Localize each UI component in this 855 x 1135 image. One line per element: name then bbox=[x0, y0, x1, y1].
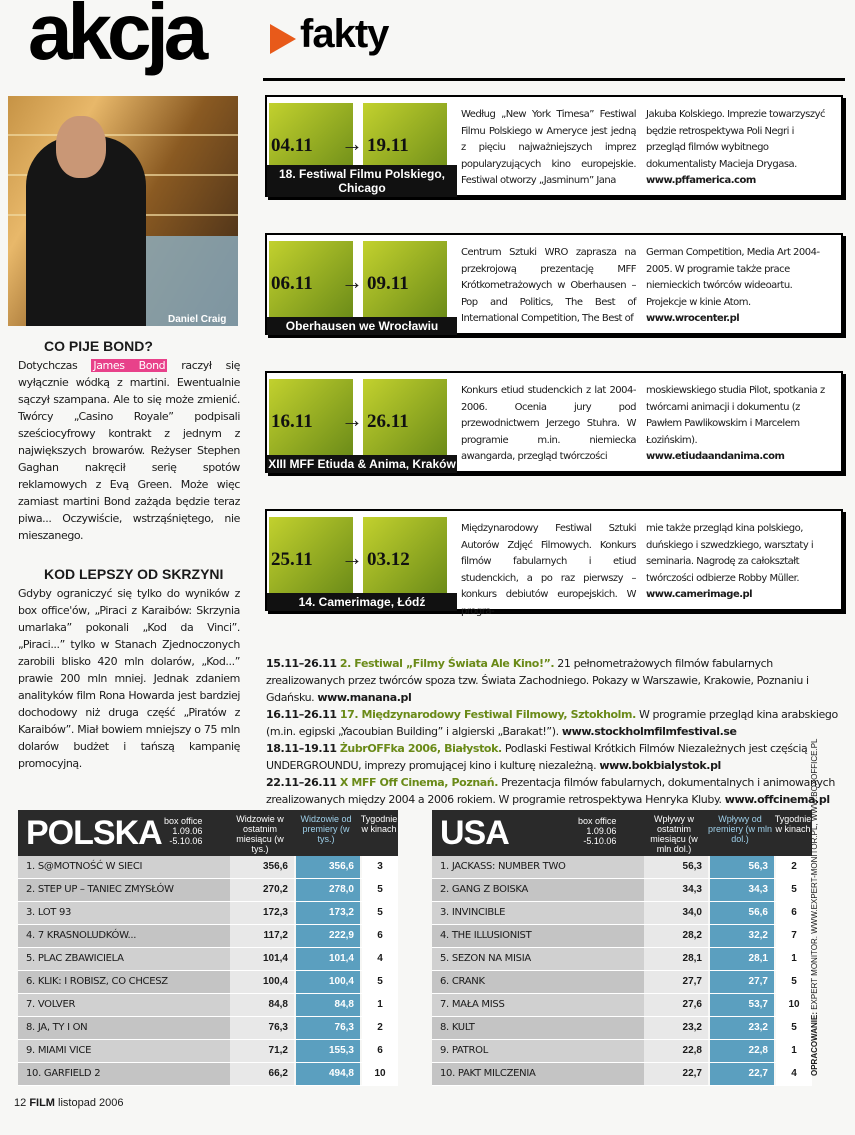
festival-url: www.pffamerica.com bbox=[646, 175, 756, 186]
bond-heading: CO PIJE BOND? bbox=[44, 338, 153, 354]
festival-card bbox=[265, 371, 843, 473]
festival-text-col1: Według „New York Timesa” Festiwal Filmu Polskiego w Ameryce jest jedną z pięciu najważniejszych imprez popularyzujących kino europejskie. Festiwal otworzy „Jasminum” Jana bbox=[461, 109, 636, 186]
bond-article bbox=[18, 357, 240, 544]
festival-date-block bbox=[267, 235, 457, 335]
daniel-craig-photo bbox=[8, 96, 238, 326]
table-row bbox=[18, 1017, 398, 1040]
value-weeks: 6 bbox=[776, 902, 812, 924]
table-row bbox=[18, 902, 398, 925]
value-weeks: 2 bbox=[776, 856, 812, 878]
value-month: 270,2 bbox=[230, 879, 294, 901]
value-total: 22,8 bbox=[710, 1040, 774, 1062]
date-to: 19.11 bbox=[367, 135, 409, 156]
date-from: 25.11 bbox=[271, 549, 313, 570]
value-total: 278,0 bbox=[296, 879, 360, 901]
event-url: www.bokbialystok.pl bbox=[599, 759, 721, 772]
date-from: 16.11 bbox=[271, 411, 313, 432]
value-total: 84,8 bbox=[296, 994, 360, 1016]
movie-title: 8. KULT bbox=[432, 1017, 644, 1039]
table-row bbox=[432, 994, 812, 1017]
event-date: 15.11–26.11 bbox=[266, 657, 337, 670]
movie-title: 4. 7 KRASNOLUDKÓW... bbox=[18, 925, 230, 947]
value-weeks: 1 bbox=[362, 994, 398, 1016]
table-header bbox=[432, 810, 812, 856]
movie-title: 5. PLAC ZBAWICIELA bbox=[18, 948, 230, 970]
bond-highlight: James Bond bbox=[93, 359, 166, 372]
value-weeks: 4 bbox=[776, 1063, 812, 1085]
value-weeks: 3 bbox=[362, 856, 398, 878]
value-month: 84,8 bbox=[230, 994, 294, 1016]
header-rule bbox=[263, 78, 845, 81]
movie-title: 6. KLIK: I ROBISZ, CO CHCESZ bbox=[18, 971, 230, 993]
event-url: www.manana.pl bbox=[317, 691, 412, 704]
table-row bbox=[18, 971, 398, 994]
page-number: 12 bbox=[14, 1097, 27, 1109]
festival-name: 18. Festiwal Filmu Polskiego, Chicago bbox=[267, 165, 457, 197]
festival-url: www.etiudaandanima.com bbox=[646, 451, 785, 462]
festival-date-block bbox=[267, 97, 457, 197]
arrow-right-icon: → bbox=[341, 131, 363, 156]
arrow-icon bbox=[270, 24, 296, 54]
movie-title: 1. JACKASS: NUMBER TWO bbox=[432, 856, 644, 878]
value-month: 27,7 bbox=[644, 971, 708, 993]
value-month: 22,8 bbox=[644, 1040, 708, 1062]
kod-article: Gdyby ograniczyć się tylko do wyników z box office'ów, „Piraci z Karaibów: Skrzynia umarlaka” pokonali „Kod da Vinci”. „Piraci...” tylko w Stanach Zjednoczonych zarobili blisko 420 mln dolarów, „Kod...” prawie 200 mln mniej. Jednak zdaniem analityków film Rona Howarda jest bardziej dochodowy niż druga część „Piratów z Karaibów”. Miał bowiem mniejszy o 75 mln dolarów budżet i tańszą kampanię promocyjną. bbox=[18, 587, 240, 770]
event-text: W programie przegląd kina arabskiego (m.in. egipski „Yacoubian Building” i algierski „Barakat!”). bbox=[266, 708, 838, 738]
movie-title: 5. SEZON NA MISIA bbox=[432, 948, 644, 970]
value-month: 66,2 bbox=[230, 1063, 294, 1085]
value-total: 173,2 bbox=[296, 902, 360, 924]
festival-card bbox=[265, 233, 843, 335]
festival-date-block bbox=[267, 511, 457, 611]
value-month: 76,3 bbox=[230, 1017, 294, 1039]
photo-caption: Daniel Craig bbox=[168, 314, 227, 325]
festival-text: Jakuba Kolskiego. Imprezie towarzyszyć będzie retrospektywa Poli Negri i przegląd filmów wybitnego dokumentalisty Macieja Drygasa. bbox=[646, 109, 826, 170]
festival-text-col1: Centrum Sztuki WRO zaprasza na przekrojową prezentację MFF Krótkometrażowych w Oberhausen – Pop and Politics, The Best of International Competition, The Best of bbox=[461, 247, 636, 324]
event-name: ŻubrOFFka 2006, Białystok. bbox=[339, 742, 502, 755]
source-label: OPRACOWANIE: bbox=[810, 1012, 819, 1076]
value-month: 101,4 bbox=[230, 948, 294, 970]
issue-date: listopad 2006 bbox=[58, 1097, 124, 1109]
event-date: 18.11–19.11 bbox=[266, 742, 337, 755]
col-header-month: Wpływy w ostatnim miesiącu (w mln dol.) bbox=[650, 814, 698, 854]
festival-url: www.wrocenter.pl bbox=[646, 313, 740, 324]
movie-title: 10. PAKT MILCZENIA bbox=[432, 1063, 644, 1085]
bond-text-pre: Dotychczas bbox=[18, 359, 92, 372]
festival-date-block bbox=[267, 373, 457, 473]
movie-title: 4. THE ILLUSIONIST bbox=[432, 925, 644, 947]
usa-box-office-table bbox=[432, 810, 812, 1086]
value-weeks: 5 bbox=[776, 1017, 812, 1039]
value-month: 23,2 bbox=[644, 1017, 708, 1039]
event-name: X MFF Off Cinema, Poznań. bbox=[339, 776, 498, 789]
table-row bbox=[432, 971, 812, 994]
table-row bbox=[432, 1017, 812, 1040]
value-total: 101,4 bbox=[296, 948, 360, 970]
value-month: 34,3 bbox=[644, 879, 708, 901]
value-total: 100,4 bbox=[296, 971, 360, 993]
table-period: box office 1.09.06 -5.10.06 bbox=[578, 816, 617, 846]
value-month: 56,3 bbox=[644, 856, 708, 878]
table-row bbox=[18, 925, 398, 948]
value-weeks: 2 bbox=[362, 1017, 398, 1039]
value-weeks: 6 bbox=[362, 925, 398, 947]
arrow-right-icon: → bbox=[341, 407, 363, 432]
date-from: 04.11 bbox=[271, 135, 313, 156]
movie-title: 10. GARFIELD 2 bbox=[18, 1063, 230, 1085]
value-month: 172,3 bbox=[230, 902, 294, 924]
value-total: 23,2 bbox=[710, 1017, 774, 1039]
arrow-right-icon: → bbox=[341, 545, 363, 570]
value-total: 32,2 bbox=[710, 925, 774, 947]
col-header-total: Widzowie od premiery (w tys.) bbox=[300, 814, 352, 844]
table-header bbox=[18, 810, 398, 856]
value-total: 53,7 bbox=[710, 994, 774, 1016]
movie-title: 8. JA, TY I ON bbox=[18, 1017, 230, 1039]
magazine-name: FILM bbox=[29, 1097, 55, 1109]
movie-title: 3. INVINCIBLE bbox=[432, 902, 644, 924]
festival-text: mie także przegląd kina polskiego, duńskiego i szwedzkiego, warsztaty i seminaria. Nagrodę za całokształt twórczości odbierze Robby Müller. bbox=[646, 523, 814, 584]
movie-title: 1. S@MOTNOŚĆ W SIECI bbox=[18, 856, 230, 878]
table-row bbox=[432, 856, 812, 879]
festival-name: 14. Camerimage, Łódź bbox=[267, 593, 457, 611]
value-month: 356,6 bbox=[230, 856, 294, 878]
table-row bbox=[18, 1040, 398, 1063]
value-total: 22,7 bbox=[710, 1063, 774, 1085]
events-list bbox=[266, 655, 846, 808]
table-row bbox=[18, 948, 398, 971]
event-text: 21 pełnometrażowych filmów fabularnych zrealizowanych przez twórców spoza tzw. Świata Zachodniego. Pokazy w Warszawie, Krakowie, Poznaniu i Gdańsku. bbox=[266, 657, 809, 704]
value-total: 356,6 bbox=[296, 856, 360, 878]
festival-text: German Competition, Media Art 2004-2005. W programie także prace niemieckich twórców wideoartu. Projekcje w kinie Atom. bbox=[646, 247, 820, 308]
event-date: 16.11–26.11 bbox=[266, 708, 337, 721]
table-title: POLSKA bbox=[26, 814, 162, 852]
value-weeks: 4 bbox=[362, 948, 398, 970]
date-to: 26.11 bbox=[367, 411, 409, 432]
table-row bbox=[432, 902, 812, 925]
event-text: Prezentacja filmów fabularnych, dokumentalnych i animowanych zrealizowanych między 2004 a 2006 rokiem. W programie retrospektywa Henryka Kluby. bbox=[266, 776, 835, 806]
value-weeks: 5 bbox=[362, 879, 398, 901]
value-weeks: 7 bbox=[776, 925, 812, 947]
value-month: 27,6 bbox=[644, 994, 708, 1016]
table-row bbox=[432, 948, 812, 971]
festival-name: Oberhausen we Wrocławiu bbox=[267, 317, 457, 335]
value-total: 34,3 bbox=[710, 879, 774, 901]
value-total: 494,8 bbox=[296, 1063, 360, 1085]
value-weeks: 5 bbox=[362, 971, 398, 993]
value-weeks: 5 bbox=[776, 879, 812, 901]
date-to: 03.12 bbox=[367, 549, 410, 570]
festival-text-col2 bbox=[642, 521, 832, 604]
table-title: USA bbox=[440, 814, 509, 852]
movie-title: 9. PATROL bbox=[432, 1040, 644, 1062]
movie-title: 7. MAŁA MISS bbox=[432, 994, 644, 1016]
table-row bbox=[18, 856, 398, 879]
source-text: EXPERT MONITOR. WWW.EXPERT-MONITOR.PL, WWW.BOXOFFICE.PL bbox=[810, 738, 819, 1012]
table-row bbox=[432, 1063, 812, 1086]
table-row bbox=[18, 1063, 398, 1086]
source-credit bbox=[810, 738, 819, 1076]
event-text: Podlaski Festiwal Krótkich Filmów Niezależnych jest częścią UNDERGROUNDU, imprezy promującej kino i kulturę niezależną. bbox=[266, 742, 808, 772]
col-header-weeks: Tygodnie w kinach bbox=[774, 814, 812, 834]
value-total: 222,9 bbox=[296, 925, 360, 947]
value-weeks: 5 bbox=[776, 971, 812, 993]
event-name: 2. Festiwal „Filmy Świata Ale Kino!”. bbox=[339, 657, 555, 670]
value-month: 28,1 bbox=[644, 948, 708, 970]
bond-text: raczył się wyłącznie wódką z martini. Ewentualnie sączył szampana. Ale to się może zmienić. Twórcy „Casino Royale” podpisali sześciocyfrowy kontrakt z jednym z największych browarów. Reżyser Stephen Gaghan nakręcił serię spotów reklamowych z Evą Green. Może więc zamiast martini Bond zażąda będzie teraz piwa... Oczywiście, wstrząśniętego, nie mieszanego. bbox=[18, 359, 240, 542]
date-to: 09.11 bbox=[367, 273, 409, 294]
table-row bbox=[18, 879, 398, 902]
table-row bbox=[18, 994, 398, 1017]
table-row bbox=[432, 925, 812, 948]
festival-text-col2 bbox=[642, 245, 832, 328]
value-weeks: 10 bbox=[776, 994, 812, 1016]
festival-card bbox=[265, 95, 843, 197]
value-month: 100,4 bbox=[230, 971, 294, 993]
movie-title: 2. GANG Z BOISKA bbox=[432, 879, 644, 901]
section-title: akcja bbox=[28, 0, 204, 76]
date-from: 06.11 bbox=[271, 273, 313, 294]
festival-text-col1: Konkurs etiud studenckich z lat 2004-2006. Oceniа jury pod przewodnictwem Jerzego Stuhra. W programie m.in. niemiecka awangarda, przegląd twórczości bbox=[461, 385, 636, 462]
movie-title: 9. MIAMI VICE bbox=[18, 1040, 230, 1062]
table-row bbox=[432, 879, 812, 902]
value-total: 56,6 bbox=[710, 902, 774, 924]
event-item bbox=[266, 740, 846, 774]
event-url: www.offcinema.pl bbox=[724, 793, 830, 806]
movie-title: 6. CRANK bbox=[432, 971, 644, 993]
movie-title: 3. LOT 93 bbox=[18, 902, 230, 924]
polska-box-office-table bbox=[18, 810, 398, 1086]
col-header-month: Widzowie w ostatnim miesiącu (w tys.) bbox=[236, 814, 284, 854]
col-header-total: Wpływy od premiery (w mln dol.) bbox=[708, 814, 773, 844]
table-row bbox=[432, 1040, 812, 1063]
table-period: box office 1.09.06 -5.10.06 bbox=[164, 816, 203, 846]
event-item bbox=[266, 655, 846, 706]
value-weeks: 10 bbox=[362, 1063, 398, 1085]
value-month: 28,2 bbox=[644, 925, 708, 947]
event-item bbox=[266, 774, 846, 808]
value-total: 76,3 bbox=[296, 1017, 360, 1039]
value-total: 56,3 bbox=[710, 856, 774, 878]
footer bbox=[14, 1097, 124, 1109]
event-date: 22.11–26.11 bbox=[266, 776, 337, 789]
event-name: 17. Międzynarodowy Festiwal Filmowy, Sztokholm. bbox=[339, 708, 636, 721]
value-total: 27,7 bbox=[710, 971, 774, 993]
festival-text-col2 bbox=[642, 383, 832, 466]
value-month: 117,2 bbox=[230, 925, 294, 947]
kod-heading: KOD LEPSZY OD SKRZYNI bbox=[44, 566, 224, 582]
festival-card bbox=[265, 509, 843, 617]
festival-text: moskiewskiego studia Pilot, spotkania z twórcami animacji i dokumentu (z Pawłem Pawlikowskim i Marcelem Łozińskim). bbox=[646, 385, 825, 446]
col-header-weeks: Tygodnie w kinach bbox=[360, 814, 398, 834]
value-month: 22,7 bbox=[644, 1063, 708, 1085]
festival-url: www.camerimage.pl bbox=[646, 589, 753, 600]
event-url: www.stockholmfilmfestival.se bbox=[561, 725, 737, 738]
value-weeks: 6 bbox=[362, 1040, 398, 1062]
arrow-right-icon: → bbox=[341, 269, 363, 294]
festival-name: XIII MFF Etiuda & Anima, Kraków bbox=[268, 457, 456, 471]
festival-text-col1: Międzynarodowy Festiwal Sztuki Autorów Zdjęć Filmowych. Konkurs filmów fabularnych i etiud studenckich, a po raz pierwszy – konkurs debiutów europejskich. W progra- bbox=[461, 523, 636, 617]
value-total: 28,1 bbox=[710, 948, 774, 970]
value-month: 71,2 bbox=[230, 1040, 294, 1062]
movie-title: 2. STEP UP – TANIEC ZMYSŁÓW bbox=[18, 879, 230, 901]
subsection-title: fakty bbox=[300, 12, 389, 56]
value-weeks: 5 bbox=[362, 902, 398, 924]
movie-title: 7. VOLVER bbox=[18, 994, 230, 1016]
value-month: 34,0 bbox=[644, 902, 708, 924]
value-total: 155,3 bbox=[296, 1040, 360, 1062]
festival-text-col2 bbox=[642, 107, 832, 190]
event-item bbox=[266, 706, 846, 740]
value-weeks: 1 bbox=[776, 1040, 812, 1062]
value-weeks: 1 bbox=[776, 948, 812, 970]
